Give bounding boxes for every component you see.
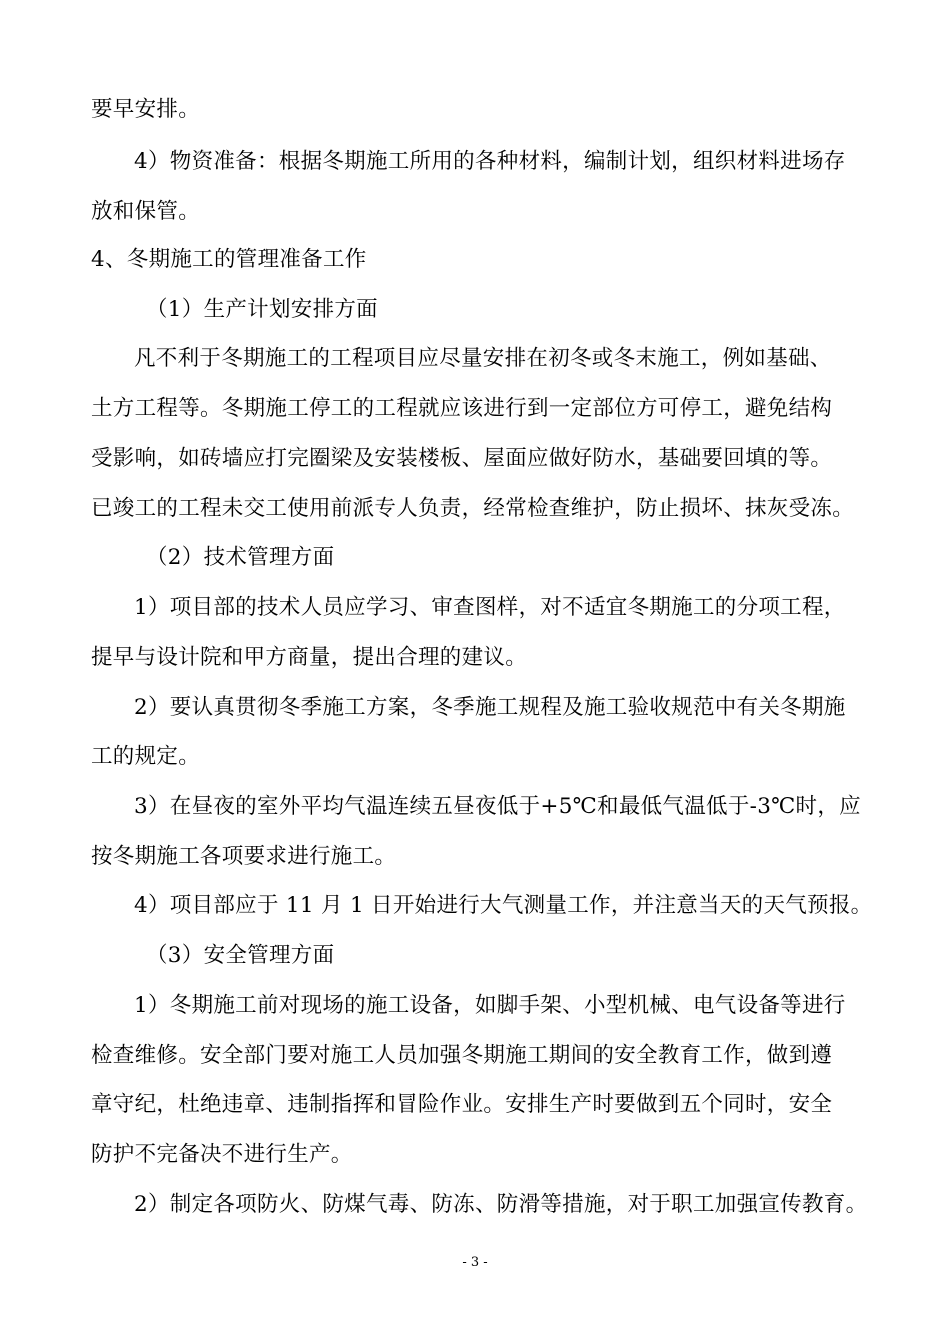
- text-line: 检查维修。安全部门要对施工人员加强冬期施工期间的安全教育工作，做到遵: [91, 1043, 833, 1068]
- text-line: 提早与设计院和甲方商量，提出合理的建议。: [91, 645, 528, 670]
- text-line: 放和保管。: [91, 199, 201, 224]
- subsection-heading: （2）技术管理方面: [146, 545, 335, 570]
- text-line: 章守纪，杜绝违章、违制指挥和冒险作业。安排生产时要做到五个同时，安全: [91, 1092, 833, 1117]
- subsection-heading: （3）安全管理方面: [146, 943, 335, 968]
- text-line: 受影响，如砖墙应打完圈梁及安装楼板、屋面应做好防水，基础要回填的等。: [91, 446, 833, 471]
- page-number: - 3 -: [462, 1255, 488, 1270]
- text-line: 凡不利于冬期施工的工程项目应尽量安排在初冬或冬末施工，例如基础、: [134, 346, 832, 371]
- text-line: 2）制定各项防火、防煤气毒、防冻、防滑等措施，对于职工加强宣传教育。: [134, 1192, 868, 1217]
- text-line: 1）冬期施工前对现场的施工设备，如脚手架、小型机械、电气设备等进行: [134, 993, 846, 1018]
- text-line: 按冬期施工各项要求进行施工。: [91, 844, 397, 869]
- subsection-heading: （1）生产计划安排方面: [146, 297, 378, 322]
- section-heading: 4、冬期施工的管理准备工作: [91, 247, 367, 272]
- text-line: 要早安排。: [91, 97, 201, 122]
- text-line: 2）要认真贯彻冬季施工方案，冬季施工规程及施工验收规范中有关冬期施: [134, 695, 846, 720]
- text-line: 4）物资准备：根据冬期施工所用的各种材料，编制计划，组织材料进场存: [134, 149, 846, 174]
- text-line: 已竣工的工程未交工使用前派专人负责，经常检查维护，防止损坏、抹灰受冻。: [91, 496, 855, 521]
- text-line: 1）项目部的技术人员应学习、审查图样，对不适宜冬期施工的分项工程，: [134, 595, 846, 620]
- text-line: 工的规定。: [91, 744, 201, 769]
- text-line: 防护不完备决不进行生产。: [91, 1142, 353, 1167]
- text-line: 土方工程等。冬期施工停工的工程就应该进行到一定部位方可停工，避免结构: [91, 396, 833, 421]
- text-line: 3）在昼夜的室外平均气温连续五昼夜低于+5℃和最低气温低于-3℃时，应: [134, 794, 861, 819]
- text-line: 4）项目部应于 11 月 1 日开始进行大气测量工作，并注意当天的天气预报。: [134, 893, 873, 918]
